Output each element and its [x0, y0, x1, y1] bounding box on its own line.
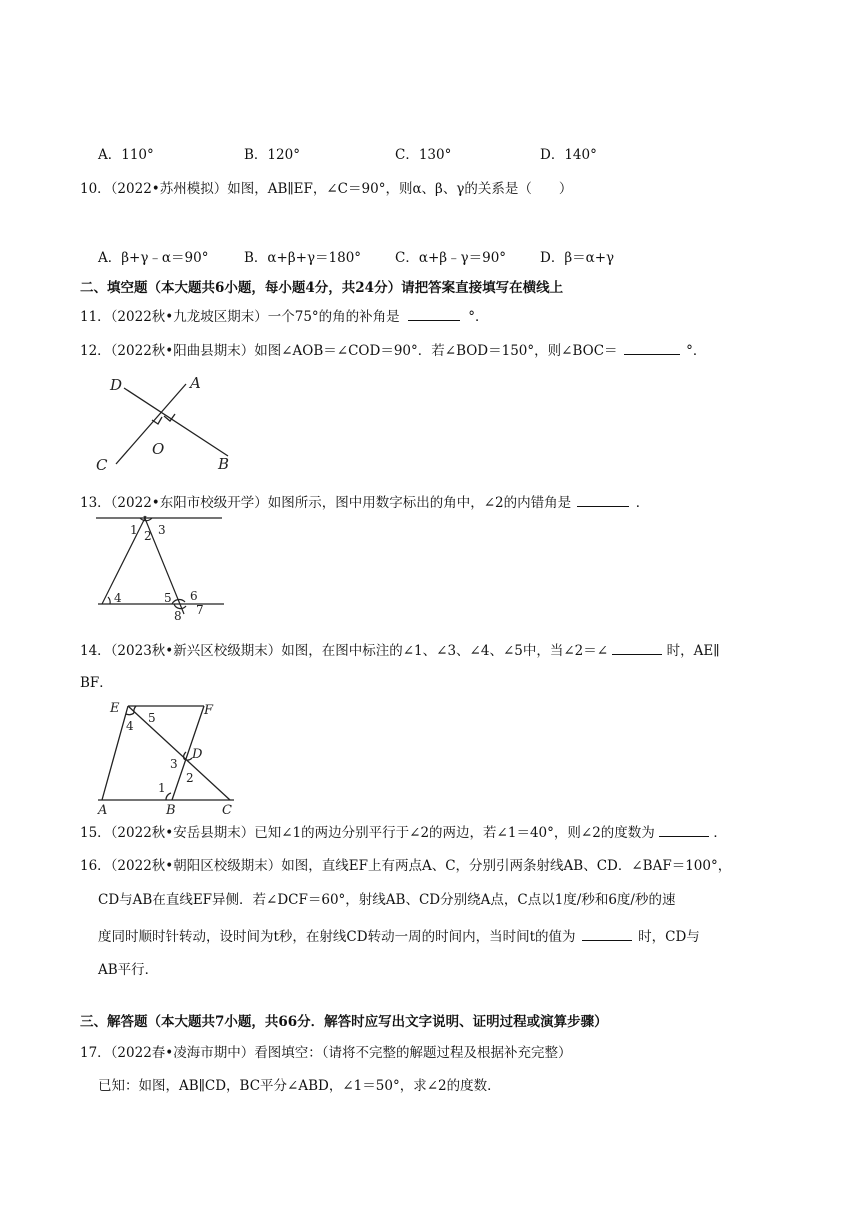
fig14-label-3: 3 — [170, 757, 178, 771]
q11-text: 11．（2022秋•九龙坡区期末）一个75°的角的补角是 — [80, 309, 400, 325]
fig14-label-d: D — [192, 747, 203, 762]
q16-line-1: 16．（2022秋•朝阳区校级期末）如图，直线EF上有两点A、C，分别引两条射线AB、CD．∠BAF＝100°， — [80, 858, 732, 874]
section-2-heading: 二、填空题（本大题共6小题，每小题4分，共24分）请把答案直接填写在横线上 — [80, 280, 564, 296]
q14-text-end: 时，AE∥ — [666, 643, 720, 659]
fig13-label-7: 7 — [196, 603, 204, 617]
q15-text-end: ． — [713, 825, 727, 841]
q10-option-b: B．α+β+γ＝180° — [244, 250, 362, 266]
fig14-label-4: 4 — [126, 719, 134, 733]
fig14-label-a: A — [98, 803, 108, 818]
fig12-label-a: A — [190, 374, 201, 392]
q16-line-3-text: 度同时顺时针转动，设时间为t秒，在射线CD转动一周的时间内，当时间t的值为 — [98, 929, 576, 945]
fig14-label-f: F — [204, 703, 214, 718]
fig13-label-2: 2 — [144, 529, 152, 543]
q14-text: 14．（2023秋•新兴区校级期末）如图，在图中标注的∠1、∠3、∠4、∠5中，当∠2＝∠ — [80, 643, 609, 659]
figure-13 — [92, 512, 232, 622]
q16-answer-blank[interactable] — [582, 926, 632, 941]
fig12-label-o: O — [152, 440, 165, 458]
q14-answer-blank[interactable] — [612, 640, 662, 655]
q10-option-c: C．α+β﹣γ＝90° — [395, 250, 507, 266]
q10-stem: 10．（2022•苏州模拟）如图，AB∥EF，∠C＝90°，则α、β、γ的关系是（ ） — [80, 181, 573, 197]
q17-line-2: 已知：如图，AB∥CD，BC平分∠ABD，∠1＝50°，求∠2的度数． — [98, 1078, 501, 1094]
q17-line-1: 17．（2022春•凌海市期中）看图填空：（请将不完整的解题过程及根据补充完整） — [80, 1045, 572, 1061]
fig14-label-1: 1 — [158, 781, 166, 795]
fig14-label-e: E — [110, 701, 120, 716]
q13 — [80, 492, 649, 513]
fig12-label-c: C — [96, 456, 108, 474]
figure-14 — [92, 696, 252, 816]
q12-text-end: °． — [686, 343, 707, 359]
fig13-label-6: 6 — [190, 589, 198, 603]
fig12-label-b: B — [218, 455, 230, 473]
q15-answer-blank[interactable] — [659, 822, 709, 837]
section-3-heading: 三、解答题（本大题共7小题，共66分．解答时应写出文字说明、证明过程或演算步骤） — [80, 1014, 608, 1030]
q15-text: 15．（2022秋•安岳县期末）已知∠1的两边分别平行于∠2的两边，若∠1＝40°，则∠2的度数为 — [80, 825, 655, 841]
fig14-label-b: B — [166, 803, 176, 818]
fig14-label-c: C — [222, 803, 232, 818]
q11-text-end: °． — [468, 309, 489, 325]
q12-text: 12．（2022秋•阳曲县期末）如图∠AOB＝∠COD＝90°．若∠BOD＝150°，则∠BOC＝ — [80, 343, 618, 359]
q9-option-d: D．140° — [540, 147, 597, 163]
q14-line-2: BF． — [80, 675, 113, 691]
fig14-label-5: 5 — [148, 711, 156, 725]
q16-line-4: AB平行． — [98, 962, 159, 978]
fig13-label-4: 4 — [114, 591, 122, 605]
fig13-label-1: 1 — [130, 523, 138, 537]
fig13-label-5: 5 — [164, 591, 172, 605]
q15 — [80, 822, 727, 843]
q9-option-c: C．130° — [395, 147, 452, 163]
q10-option-d: D．β＝α+γ — [540, 250, 615, 266]
q13-answer-blank[interactable] — [577, 492, 629, 507]
q13-text-end: ． — [635, 495, 650, 511]
q14 — [80, 640, 720, 661]
q12 — [80, 340, 706, 361]
fig12-label-d: D — [110, 376, 123, 394]
q16-line-3 — [98, 926, 700, 947]
q11 — [80, 306, 489, 327]
q10-option-a: A．β+γ﹣α＝90° — [98, 250, 209, 266]
q13-text: 13．（2022•东阳市校级开学）如图所示，图中用数字标出的角中，∠2的内错角是 — [80, 495, 572, 511]
fig14-label-2: 2 — [186, 771, 194, 785]
fig13-label-8: 8 — [174, 609, 182, 623]
q16-line-3-end: 时，CD与 — [638, 929, 700, 945]
q11-answer-blank[interactable] — [408, 306, 460, 321]
q9-option-a: A．110° — [98, 147, 154, 163]
fig13-label-3: 3 — [158, 523, 166, 537]
q12-answer-blank[interactable] — [624, 340, 680, 355]
q16-line-2: CD与AB在直线EF异侧．若∠DCF＝60°，射线AB、CD分别绕A点，C点以1度/秒和6度/秒的速 — [98, 892, 676, 908]
figure-12 — [90, 372, 250, 472]
q9-option-b: B．120° — [244, 147, 300, 163]
